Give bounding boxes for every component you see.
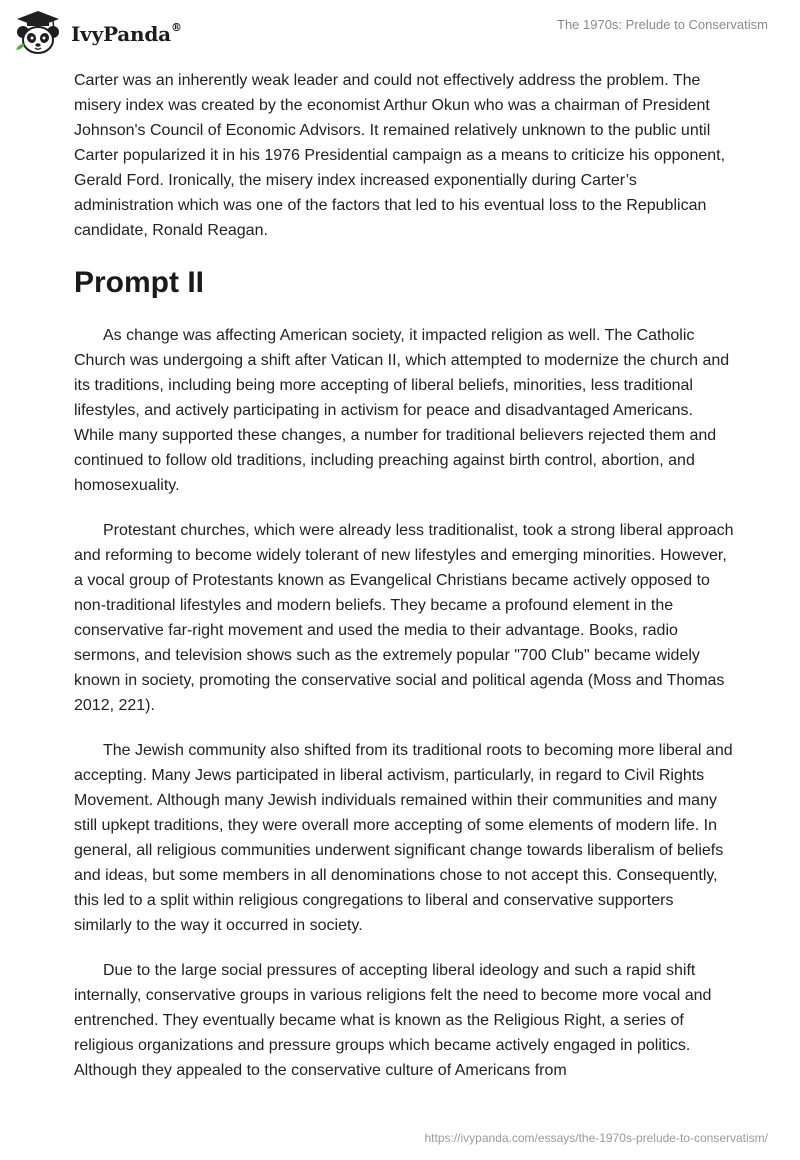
intro-paragraph: Carter was an inherently weak leader and could not effectively address the problem. The misery index was created by the economist Arthur Okun who was a chairman of President Johnson's Council of Economic Advisors. It remained relatively unknown to the public until Carter popularized it in his 1976 Presidential campaign as a means to criticize his opponent, Gerald Ford. Ironically, the misery index increased exponentially during Carter’s administration which was one of the factors that led to his eventual loss to the Republican candidate, Ronald Reagan. [74, 72, 726, 239]
body-paragraph: Due to the large social pressures of accepting liberal ideology and such a rapid shift internally, conservative groups in various religions felt the need to become more vocal and entrenched. They eventually became what is known as the Religious Right, a series of religious organizations and pressure groups which became actively engaged in politics. Although they appealed to the conservative culture of Americans from [74, 962, 712, 1079]
document-title: The 1970s: Prelude to Conservatism [557, 17, 768, 32]
body-paragraph: The Jewish community also shifted from its traditional roots to becoming more liberal and accepting. Many Jews participated in liberal activism, particularly, in regard to Civil Rights Movement. Although many Jewish individuals remained within their communities and many still upkept traditions, they were overall more accepting of some elements of modern life. In general, all religious communities underwent significant change towards liberalism of beliefs and ideas, but some members in all denominations chose to not accept this. Consequently, this led to a split within religious congregations to liberal and conservative supporters similarly to the way it occurred in society. [74, 742, 733, 934]
body-paragraph: Protestant churches, which were already less traditionalist, took a strong liberal approach and reforming to become widely tolerant of new lifestyles and emerging minorities. However, a vocal group of Protestants known as Evangelical Christians became actively opposed to non-traditional lifestyles and modern beliefs. They became a profound element in the conservative far-right movement and used the media to their advantage. Books, radio sermons, and television shows such as the extremely popular "700 Club" became widely known in society, promoting the conservative social and political agenda (Moss and Thomas 2012, 221). [74, 522, 734, 714]
page-header [0, 0, 800, 64]
body-paragraph: As change was affecting American society, it impacted religion as well. The Catholic Church was undergoing a shift after Vatican II, which attempted to modernize the church and its traditions, including being more accepting of liberal beliefs, minorities, less traditional lifestyles, and actively participating in activism for peace and disadvantaged Americans. While many supported these changes, a number for traditional believers rejected them and continued to follow old traditions, including preaching against birth control, abortion, and homosexuality. [74, 327, 730, 494]
logo-wordmark: IvyPanda® [71, 21, 182, 46]
source-url-link[interactable]: https://ivypanda.com/essays/the-1970s-prelude-to-conservatism/ [424, 1131, 768, 1145]
panda-graduate-icon [13, 10, 63, 56]
ivypanda-logo[interactable] [13, 10, 182, 56]
essay-body [74, 68, 734, 1103]
registered-mark: ® [170, 21, 182, 35]
section-heading: Prompt II [74, 266, 205, 299]
